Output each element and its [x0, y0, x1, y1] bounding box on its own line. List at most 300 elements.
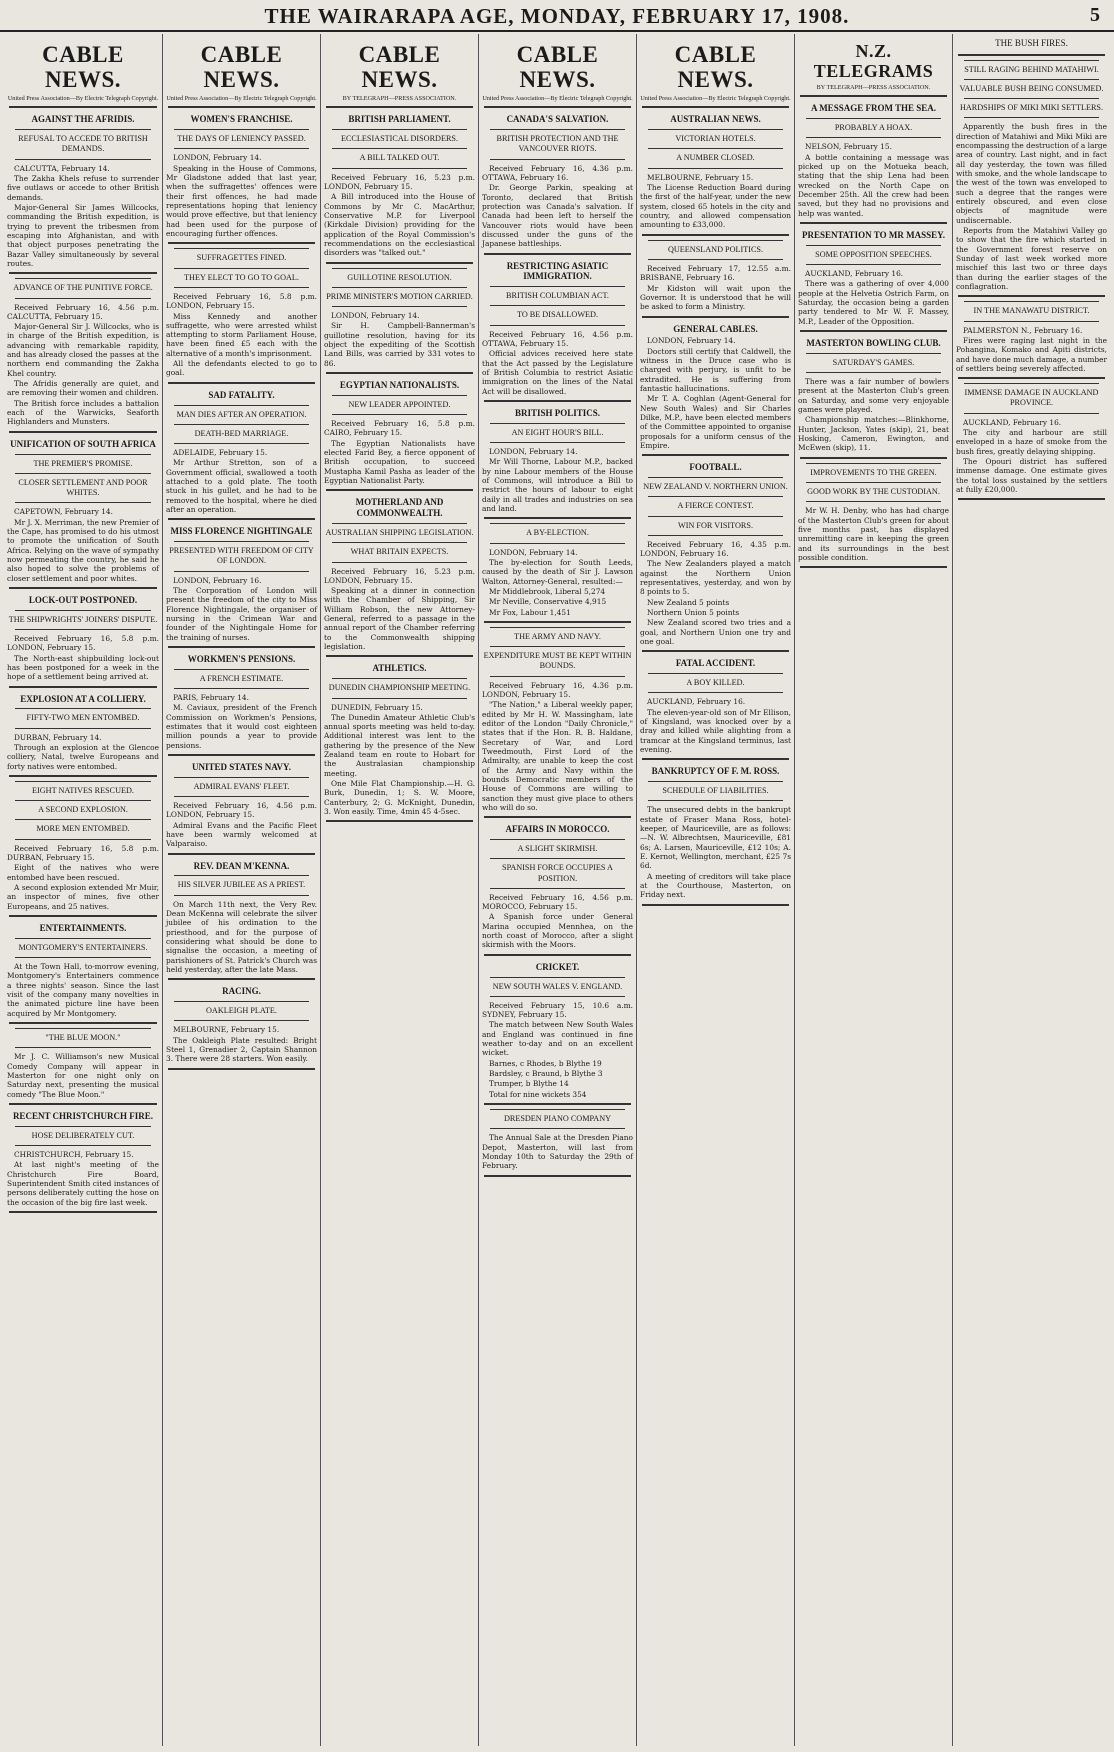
article: [166, 986, 317, 1069]
article-paragraph: A Bill introduced into the House of Commons by Mr C. MacArthur, Conservative M.P. for Liverpool (Kirkdale Division) providing for the application of the Royal Commission's recommendations on the ecclesiastical disorders was "talked out.": [324, 192, 475, 258]
subhead-rule: [332, 562, 467, 563]
subhead-rule: [648, 692, 783, 693]
article-divider: [484, 1103, 631, 1105]
article-paragraph: Official advices received here state that the Act passed by the Legislature of British Columbia to restrict Asiatic immigration on the lines of the Natal Act will be disallowed.: [482, 349, 633, 396]
article-paragraph: Eight of the natives who were entombed have been rescued.: [7, 863, 159, 882]
article-subhead: A SLIGHT SKIRMISH.: [517, 844, 598, 854]
subhead-rule: [174, 541, 309, 542]
article-paragraph: A Spanish force under General Marina occupied Mennhea, on the north coast of Morocco, after a slight skirmish with the Moors.: [482, 912, 633, 950]
article-headline: RACING.: [222, 986, 261, 997]
article-headline: EGYPTIAN NATIONALISTS.: [339, 380, 460, 391]
article-paragraph: Trumper, b Blythe 14: [489, 1079, 569, 1089]
newspaper-columns: [4, 34, 1110, 1746]
article-divider: [168, 646, 315, 648]
column-heading: CABLE NEWS.: [674, 42, 757, 93]
subhead-rule: [174, 796, 309, 797]
article-paragraph: Mr Fox, Labour 1,451: [489, 607, 571, 617]
subhead-rule: [174, 129, 309, 130]
article-divider: [9, 431, 157, 433]
article-paragraph: Received February 16, 5.23 p.m. LONDON, February 15.: [324, 566, 475, 585]
article-paragraph: Received February 17, 12.55 a.m. BRISBANE, February 16.: [640, 263, 791, 283]
article-paragraph: Doctors still certify that Caldwell, the witness in the Druce case who is charged with perjury, is unfit to be extradited. He is suffering from fantastic hallucinations.: [640, 346, 791, 393]
article-divider: [484, 954, 631, 956]
article-paragraph: DUNEDIN, February 15.: [331, 702, 423, 712]
subhead-rule: [964, 321, 1099, 322]
subhead-rule: [174, 875, 309, 876]
article-paragraph: Apparently the bush fires in the direction of Matahiwi and Miki Miki are encompassing the destruction of a large area of country. Last night, and in fact all day yesterday, the town was filled with smoke, and the whole landscape to the west of the town was enveloped to such a degree that the ranges were entirely obscured, and even close objects of magnitude were undiscernable.: [956, 122, 1107, 225]
article-headline: LOCK-OUT POSTPONED.: [28, 594, 138, 605]
article: [7, 1028, 159, 1105]
column-heading: CABLE NEWS.: [516, 42, 599, 93]
article-paragraph: Mr Neville, Conservative 4,915: [489, 597, 607, 607]
article-subhead: FIFTY-TWO MEN ENTOMBED.: [26, 713, 140, 723]
article-paragraph: Mr T. A. Coghlan (Agent-General for New South Wales) and Sir Charles Dilke, M.P., have been elected members of the Committee appointed to organise proposals for a uniform census of the Empire.: [640, 394, 791, 450]
article-subhead: CLOSER SETTLEMENT AND POOR WHITES.: [18, 477, 148, 498]
subhead-rule: [174, 1001, 309, 1002]
subhead-rule: [964, 383, 1099, 384]
article: [7, 1111, 159, 1213]
article-paragraph: The Afridis generally are quiet, and are removing their women and children.: [7, 379, 159, 398]
article-paragraph: New Zealand 5 points: [647, 597, 730, 607]
article-subhead: REFUSAL TO ACCEDE TO BRITISH DEMANDS.: [18, 134, 148, 154]
article-headline: MOTHERLAND AND COMMONWEALTH.: [355, 497, 444, 519]
article: [798, 103, 949, 224]
subhead-rule: [15, 454, 151, 455]
article-subhead: HARDSHIPS OF MIKI MIKI SETTLERS.: [959, 103, 1104, 113]
article-paragraph: A second explosion extended Mr Muir, an inspector of mines, five other Europeans, and 25 natives.: [7, 883, 159, 911]
column-rule: [800, 95, 947, 97]
article-divider: [9, 1022, 157, 1024]
article-paragraph: Mr Arthur Stretton, son of a Government official, swallowed a tooth attached to a gold plate. The tooth stuck in his gullet, and he had to be removed to the hospital, where he died after an operation.: [166, 458, 317, 515]
article-subhead: PRESENTED WITH FREEDOM OF CITY OF LONDON.: [169, 546, 314, 566]
column-byline: United Press Association—By Electric Telegraph Copyright.: [7, 94, 159, 102]
article-paragraph: All the defendants elected to go to goal.: [166, 359, 317, 378]
page-number: 5: [1090, 4, 1100, 26]
article-divider: [800, 457, 947, 459]
article-paragraph: The Corporation of London will present the freedom of the city to Miss Florence Nightingale, the organiser of nursing in the Crimean War and founder of the Nightingale Home for the training of nurses.: [166, 586, 317, 642]
subhead-rule: [648, 240, 783, 241]
subhead-rule: [490, 858, 625, 859]
column-1: [4, 34, 162, 1746]
article-paragraph: Total for nine wickets 354: [489, 1089, 587, 1099]
article: [166, 654, 317, 756]
article-headline: UNIFICATION OF SOUTH AFRICA: [10, 438, 156, 449]
column-6: [794, 34, 952, 1746]
article-subhead: NEW LEADER APPOINTED.: [348, 399, 451, 409]
subhead-rule: [332, 306, 467, 307]
article-headline: WOMEN'S FRANCHISE.: [190, 114, 293, 125]
article-paragraph: The Egyptian Nationalists have elected Farid Bey, a fierce opponent of British occupation, to succeed Mustapha Kamil Pasha as leader of the Egyptian Nationalist Party.: [324, 438, 475, 486]
article-subhead: WIN FOR VISITORS.: [678, 520, 753, 530]
article-divider: [642, 758, 789, 760]
article-divider: [326, 262, 473, 264]
article-divider: [642, 650, 789, 652]
subhead-rule: [806, 264, 941, 265]
column-byline: United Press Association—By Electric Telegraph Copyright.: [166, 94, 317, 102]
article-paragraph: Miss Kennedy and another suffragette, who were arrested whilst attempting to storm Parliament House, have been fined £5 each with the alternative of a month's imprisonment.: [166, 311, 317, 358]
subhead-rule: [174, 571, 309, 572]
article-divider: [958, 498, 1105, 500]
article-paragraph: Received February 16, 4.56 p.m. OTTAWA, February 15.: [482, 329, 633, 349]
subhead-rule: [490, 325, 625, 326]
subhead-rule: [490, 442, 625, 443]
article-paragraph: Barnes, c Rhodes, b Blythe 19: [489, 1058, 602, 1068]
subhead-rule: [15, 1145, 151, 1146]
article-paragraph: Received February 16, 5.23 p.m. LONDON, February 15.: [324, 172, 475, 191]
article-divider: [800, 222, 947, 224]
article-paragraph: The by-election for South Leeds, caused by the death of Sir J. Lawson Walton, Attorney-General, resulted:—: [482, 557, 633, 586]
column-rule: [484, 106, 631, 108]
article-divider: [484, 253, 631, 255]
subhead-rule: [174, 895, 309, 896]
subhead-rule: [490, 627, 625, 628]
article-headline: FATAL ACCIDENT.: [675, 658, 756, 669]
article-subhead: TO BE DISALLOWED.: [516, 310, 599, 320]
article: [482, 523, 633, 623]
article: [7, 781, 159, 917]
subhead-rule: [174, 424, 309, 425]
subhead-rule: [648, 148, 783, 149]
article-subhead: MAN DIES AFTER AN OPERATION.: [176, 409, 307, 419]
subhead-rule: [490, 839, 625, 840]
subhead-rule: [648, 496, 783, 497]
subhead-rule: [332, 542, 467, 543]
article-paragraph: There was a gathering of over 4,000 people at the Helvetia Ostrich Farm, on Saturday, the occasion being a garden party tendered to Mr W. F. Massey, M.P., Leader of the Opposition.: [798, 279, 949, 326]
article-paragraph: PARIS, February 14.: [173, 693, 249, 703]
article-paragraph: A meeting of creditors will take place at the Courthouse, Masterton, on Friday next.: [640, 871, 791, 900]
subhead-rule: [15, 502, 151, 503]
article-divider: [800, 330, 947, 332]
article-divider: [9, 587, 157, 589]
article-subhead: ADVANCE OF THE PUNITIVE FORCE.: [13, 283, 153, 293]
article-headline: EXPLOSION AT A COLLIERY.: [20, 693, 146, 704]
subhead-rule: [806, 245, 941, 246]
article: [7, 923, 159, 1024]
article-divider: [958, 377, 1105, 379]
article-subhead: DEATH-BED MARRIAGE.: [194, 428, 289, 438]
column-4: [478, 34, 636, 1746]
article-paragraph: AUCKLAND, February 16.: [647, 697, 746, 707]
article-divider: [9, 1103, 157, 1105]
column-rule: [168, 106, 315, 108]
article: [482, 824, 633, 956]
article-subhead: EIGHT NATIVES RESCUED.: [32, 785, 134, 795]
article-headline: GENERAL CABLES.: [673, 323, 758, 334]
article-paragraph: The city and harbour are still enveloped in a haze of smoke from the bush fires, greatly delaying shipping.: [956, 428, 1107, 456]
article-paragraph: Northern Union 5 points: [647, 608, 740, 618]
article: [482, 1109, 633, 1177]
subhead-rule: [332, 414, 467, 415]
article-headline: WORKMEN'S PENSIONS.: [187, 653, 296, 664]
subhead-rule: [332, 698, 467, 699]
article: [640, 658, 791, 760]
article: [640, 240, 791, 318]
article-paragraph: There was a fair number of bowlers present at the Masterton Club's green on Saturday, and some very enjoyable games were played.: [798, 377, 949, 415]
column-2: [162, 34, 320, 1746]
article-divider: [9, 686, 157, 688]
subhead-rule: [174, 777, 309, 778]
article: [166, 248, 317, 383]
article-paragraph: LONDON, February 16.: [173, 575, 262, 585]
subhead-rule: [964, 413, 1099, 414]
column-heading: THE BUSH FIRES.: [995, 38, 1068, 48]
subhead-rule: [964, 301, 1099, 302]
column-byline: BY TELEGRAPH—PRESS ASSOCIATION.: [342, 94, 457, 102]
article-paragraph: Received February 16, 4.56 p.m. LONDON, February 15.: [166, 801, 317, 820]
article-paragraph: Received February 16, 5.8 p.m. CAIRO, February 15.: [324, 419, 475, 438]
article-headline: CRICKET.: [535, 961, 580, 972]
article-headline: FOOTBALL.: [689, 462, 742, 473]
subhead-rule: [964, 98, 1099, 99]
subhead-rule: [490, 977, 625, 978]
article-paragraph: Reports from the Matahiwi Valley go to show that the fire which started in the Government forest reserve on Sunday of last week worked more mischief this last two or three days than during the earlier stages of the conflagration.: [956, 226, 1107, 292]
subhead-rule: [490, 543, 625, 544]
article-divider: [326, 820, 473, 822]
article-headline: AFFAIRS IN MOROCCO.: [505, 824, 610, 835]
article-paragraph: "The Nation," a Liberal weekly paper, edited by Mr H. W. Massingham, late editor of the London "Daily Chronicle," states that if the Hon. R. B. Haldane, Secretary of War, and Lord Tweedmouth, First Lord of the Admiralty, are unable to keep the cost of the Army and Navy within the bounds Democratic members of the House of Commons are willing to sanction they must give place to others who will do so.: [482, 700, 633, 812]
article-paragraph: Bardsley, c Braund, b Blythe 3: [489, 1069, 603, 1079]
article-paragraph: AUCKLAND, February 16.: [805, 269, 904, 279]
article: [798, 338, 949, 459]
column-byline: United Press Association—By Electric Telegraph Copyright.: [640, 94, 791, 102]
subhead-rule: [174, 405, 309, 406]
article-divider: [168, 1068, 315, 1070]
article: [7, 278, 159, 433]
article: [482, 408, 633, 519]
subhead-rule: [332, 395, 467, 396]
article-paragraph: AUCKLAND, February 16.: [963, 417, 1062, 427]
article-paragraph: The unsecured debts in the bankrupt estate of Fraser Mana Ross, hotel-keeper, of Mauriceville, are as follows:—N. W. Albrechtsen, Mauriceville, £81 6s; A. Larsen, Mauriceville, £12 10s; A. E. Kernot, Wellington, merchant, £25 7s 6d.: [640, 805, 791, 871]
article-headline: BANKRUPTCY OF F. M. ROSS.: [651, 766, 780, 777]
article-paragraph: One Mile Flat Championship.—H. G. Burk, Dunedin, 1; S. W. Moore, Canterbury, 2; G. McKnight, Dunedin, 3. Won easily. Time, 4min 45 4-5sec.: [324, 779, 475, 817]
masthead: [0, 0, 1114, 32]
article: [640, 324, 791, 457]
article: [798, 463, 949, 568]
subhead-rule: [806, 463, 941, 464]
article-subhead: THEY ELECT TO GO TO GOAL.: [184, 272, 299, 282]
subhead-rule: [806, 118, 941, 119]
subhead-rule: [332, 129, 467, 130]
article-paragraph: MELBOURNE, February 15.: [173, 1025, 280, 1035]
article-paragraph: ADELAIDE, February 15.: [173, 448, 268, 458]
subhead-rule: [490, 305, 625, 306]
article-divider: [9, 1211, 157, 1213]
article-paragraph: Mr J. X. Merriman, the new Premier of the Cape, has promised to do his utmost to promote the unification of South Africa. Relying on the wave of sympathy now permeating the country, he said he also hoped to solve the problems of closer settlement and poor whites.: [7, 517, 159, 583]
article-subhead: WHAT BRITAIN EXPECTS.: [350, 547, 449, 557]
article-subhead: VALUABLE BUSH BEING CONSUMED.: [959, 83, 1104, 93]
subhead-rule: [15, 839, 151, 840]
article: [324, 114, 475, 263]
subhead-rule: [332, 168, 467, 169]
subhead-rule: [174, 688, 309, 689]
article-headline: BRITISH POLITICS.: [514, 407, 601, 418]
article-headline: MASTERTON BOWLING CLUB.: [806, 338, 941, 349]
subhead-rule: [174, 669, 309, 670]
article-divider: [168, 853, 315, 855]
article: [7, 439, 159, 589]
article-paragraph: Received February 16, 5.8 p.m. LONDON, February 15.: [166, 291, 317, 311]
subhead-rule: [648, 168, 783, 169]
subhead-rule: [174, 148, 309, 149]
article: [956, 383, 1107, 500]
article-paragraph: M. Caviaux, president of the French Commission on Workmen's Pensions, estimates that it would cost eighteen million pounds a year to provide pensions.: [166, 703, 317, 750]
article: [324, 380, 475, 491]
column-7: [952, 34, 1110, 1746]
subhead-rule: [806, 372, 941, 373]
article-subhead: A BOY KILLED.: [686, 678, 745, 688]
article-divider: [168, 242, 315, 244]
article-subhead: SCHEDULE OF LIABILITIES.: [662, 786, 769, 796]
article-divider: [9, 915, 157, 917]
article-paragraph: At the Town Hall, to-morrow evening, Montgomery's Entertainers commence a three nights' season. Since the last visit of the company many novelties in the animated picture line have been acquired by Mr Montgomery.: [7, 962, 159, 1018]
article-subhead: SUFFRAGETTES FINED.: [196, 253, 287, 263]
article: [166, 861, 317, 981]
article-divider: [168, 754, 315, 756]
subhead-rule: [15, 957, 151, 958]
article-divider: [9, 272, 157, 274]
article-paragraph: Received February 16, 4.36 p.m. OTTAWA, February 16.: [482, 163, 633, 182]
article-paragraph: The Oakleigh Plate resulted: Bright Steel 1, Grenadier 2, Captain Shannon 3. There were 28 starters. Won easily.: [166, 1035, 317, 1064]
subhead-rule: [964, 79, 1099, 80]
column-heading: N.Z. TELEGRAMS: [813, 41, 934, 81]
article-subhead: IN THE MANAWATU DISTRICT.: [973, 306, 1090, 316]
subhead-rule: [490, 646, 625, 647]
article-subhead: IMPROVEMENTS TO THE GREEN.: [810, 467, 937, 477]
article-subhead: EXPENDITURE MUST BE KEPT WITHIN BOUNDS.: [483, 651, 632, 671]
subhead-rule: [648, 673, 783, 674]
subhead-rule: [964, 60, 1099, 61]
article-subhead: QUEENSLAND POLITICS.: [667, 244, 764, 254]
article-subhead: THE ARMY AND NAVY.: [514, 631, 601, 641]
subhead-rule: [174, 1020, 309, 1021]
article-paragraph: LONDON, February 14.: [173, 153, 262, 163]
subhead-rule: [15, 728, 151, 729]
subhead-rule: [174, 287, 309, 288]
article-paragraph: Mr Middlebrook, Liberal 5,274: [489, 586, 606, 596]
article: [166, 762, 317, 855]
subhead-rule: [490, 676, 625, 677]
article-divider: [484, 621, 631, 623]
article-paragraph: The Zakha Khels refuse to surrender five outlaws or accede to other British demands.: [7, 173, 159, 202]
article-subhead: BRITISH COLUMBIAN ACT.: [506, 291, 609, 301]
subhead-rule: [806, 501, 941, 502]
article-paragraph: Speaking in the House of Commons, Mr Gladstone added that last year, when the suffragettes' offences were their first offences, he had made representations hoping that leniency would prove effective, but that leniency had been used for the purpose of encouraging further offences.: [166, 163, 317, 239]
article-headline: RECENT CHRISTCHURCH FIRE.: [12, 1110, 154, 1121]
article: [482, 962, 633, 1105]
newspaper-title: THE WAIRARAPA AGE, MONDAY, FEBRUARY 17, 1908.: [264, 4, 850, 28]
article-paragraph: Sir H. Campbell-Bannerman's guillotine resolution, having for its object the expediting of the Scottish Land Bills, was carried by 331 votes to 86.: [324, 321, 475, 368]
article-subhead: MORE MEN ENTOMBED.: [36, 824, 130, 834]
subhead-rule: [15, 1126, 151, 1127]
article-headline: SAD FATALITY.: [208, 389, 275, 400]
article-subhead: A SECOND EXPLOSION.: [38, 805, 128, 815]
article-paragraph: The New Zealanders played a match against the Northern Union representatives, yesterday, and won by 8 points to 5.: [640, 559, 791, 597]
article-divider: [484, 517, 631, 519]
article-divider: [168, 978, 315, 980]
article-subhead: HIS SILVER JUBILEE AS A PRIEST.: [177, 880, 306, 890]
subhead-rule: [806, 353, 941, 354]
article-paragraph: LONDON, February 14.: [331, 311, 420, 321]
article-paragraph: LONDON, February 14.: [489, 447, 578, 457]
column-heading: CABLE NEWS.: [42, 42, 124, 93]
subhead-rule: [15, 1028, 151, 1029]
article-subhead: AN EIGHT HOUR'S BILL.: [511, 427, 604, 437]
article-paragraph: The Annual Sale at the Dresden Piano Depot, Masterton, will last from Monday 10th to Saturday the 29th of February.: [482, 1133, 633, 1171]
article-divider: [642, 234, 789, 236]
article-subhead: SPANISH FORCE OCCUPIES A POSITION.: [502, 863, 613, 883]
article-paragraph: CHRISTCHURCH, February 15.: [14, 1149, 134, 1159]
article-paragraph: Received February 16, 5.8 p.m. DURBAN, February 15.: [7, 843, 159, 863]
article-paragraph: Received February 15, 10.6 a.m. SYDNEY, February 15.: [482, 1000, 633, 1020]
article-paragraph: The Dunedin Amateur Athletic Club's annual sports meeting was held to-day. Additional interest was lent to the gathering by the presence of the New Zealand team en route to Hobart for the Australasian championship meeting.: [324, 712, 475, 778]
subhead-rule: [648, 259, 783, 260]
article-subhead: A FIERCE CONTEST.: [677, 501, 754, 511]
subhead-rule: [648, 781, 783, 782]
article-divider: [326, 372, 473, 374]
article-subhead: A FRENCH ESTIMATE.: [199, 673, 284, 683]
article-subhead: A BILL TALKED OUT.: [359, 153, 440, 163]
article-paragraph: Fires were raging last night in the Pohangina, Komako and Apiti districts, and have done much damage, a number of settlers being severely affected.: [956, 335, 1107, 373]
article: [7, 114, 159, 274]
article-paragraph: LONDON, February 14.: [489, 547, 578, 557]
article-divider: [168, 382, 315, 384]
article-paragraph: Mr W. H. Denby, who has had charge of the Masterton Club's green for about five months past, has displayed unremitting care in keeping the green and its surroundings in the best possible condition.: [798, 506, 949, 562]
column-byline: BY TELEGRAPH—PRESS ASSOCIATION.: [816, 83, 931, 91]
article-divider: [326, 655, 473, 657]
column-heading: CABLE NEWS.: [358, 42, 441, 93]
article-divider: [484, 1175, 631, 1177]
article: [324, 497, 475, 657]
article-headline: AUSTRALIAN NEWS.: [670, 114, 761, 125]
article-divider: [642, 316, 789, 318]
article-paragraph: A bottle containing a message was picked up on the Motueka beach, stating that the ship Lena had been wrecked on the North Cape on December 25th. All the crew had been saved, but they had no provisions and help was wanted.: [798, 152, 949, 218]
subhead-rule: [806, 482, 941, 483]
subhead-rule: [332, 287, 467, 288]
article-paragraph: Admiral Evans and the Pacific Fleet have been warmly welcomed at Valparaiso.: [166, 820, 317, 849]
article-divider: [642, 454, 789, 456]
column-5: [636, 34, 794, 1746]
article-divider: [9, 775, 157, 777]
subhead-rule: [15, 610, 151, 611]
article-headline: PRESENTATION TO MR MASSEY.: [801, 230, 946, 241]
subhead-rule: [648, 477, 783, 478]
article-paragraph: MELBOURNE, February 15.: [647, 172, 754, 182]
article: [640, 766, 791, 905]
article: [482, 261, 633, 402]
article-headline: A MESSAGE FROM THE SEA.: [810, 103, 937, 114]
subhead-rule: [648, 129, 783, 130]
article-subhead: SATURDAY'S GAMES.: [832, 357, 915, 367]
subhead-rule: [15, 298, 151, 299]
article: [956, 60, 1107, 298]
article-paragraph: Speaking at a dinner in connection with the Chamber of Shipping, Sir William Robson, the new Attorney-General, referred to a passage in the annual report of the Chamber referring to the Commonwealth shipping legislation.: [324, 586, 475, 652]
article-paragraph: The License Reduction Board during the first of the half-year, under the new system, closed 65 hotels in the city and country, and allowed compensation amounting to £33,000.: [640, 182, 791, 230]
article-headline: ENTERTAINMENTS.: [39, 923, 127, 934]
article: [640, 114, 791, 235]
article-paragraph: Championship matches:—Blinkhorne, Hunter, Jackson, Yates (skip), 21, beat Hosking, Cameron, Ewington, and McEwen (skip), 11.: [798, 415, 949, 453]
article-paragraph: Major-General Sir J. Willcocks, who is in charge of the British expedition, is advancing with remarkable rapidity, and has already closed the passes at the northern end commanding the Zakha Khel country.: [7, 322, 159, 378]
column-rule: [326, 106, 473, 108]
article-headline: CANADA'S SALVATION.: [506, 114, 609, 125]
article-paragraph: CAPETOWN, February 14.: [14, 507, 113, 517]
subhead-rule: [15, 159, 151, 160]
article-divider: [484, 400, 631, 402]
subhead-rule: [15, 129, 151, 130]
subhead-rule: [332, 523, 467, 524]
article: [166, 390, 317, 521]
article-subhead: "THE BLUE MOON.": [45, 1033, 121, 1043]
subhead-rule: [15, 819, 151, 820]
